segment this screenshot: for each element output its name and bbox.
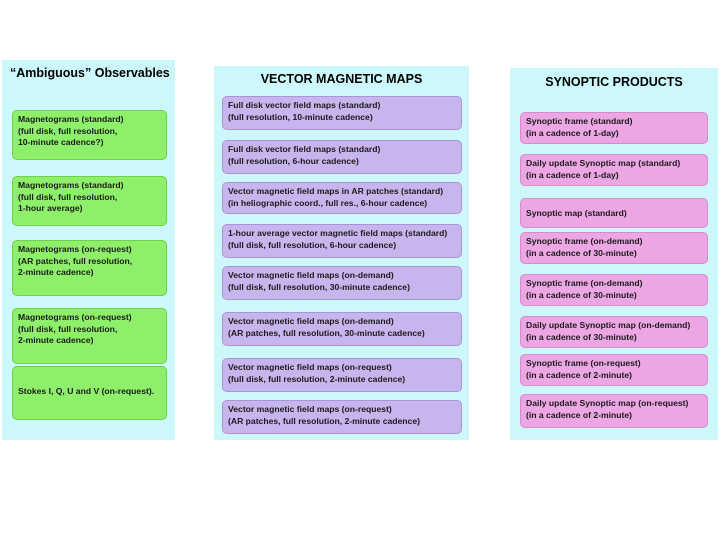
vector-box-1: Full disk vector field maps (standard) (full resolution, 10-minute cadence) [222,96,462,130]
synoptic-box-1: Synoptic frame (standard) (in a cadence of 1-day) [520,112,708,144]
observable-box-4: Magnetograms (on-request) (full disk, full resolution, 2-minute cadence) [12,308,167,364]
vector-box-3: Vector magnetic field maps in AR patches (standard) (in heliographic coord., full res., 6-hour cadence) [222,182,462,214]
vector-maps-column [214,66,469,440]
vector-maps-title: VECTOR MAGNETIC MAPS [260,72,423,86]
synoptic-box-3: Synoptic map (standard) [520,198,708,228]
observable-box-3: Magnetograms (on-request) (AR patches, full resolution, 2-minute cadence) [12,240,167,296]
observables-column [2,60,175,440]
synoptic-box-4: Synoptic frame (on-demand) (in a cadence of 30-minute) [520,232,708,264]
synoptic-box-8: Daily update Synoptic map (on-request) (in a cadence of 2-minute) [520,394,708,428]
observables-title: “Ambiguous” Observables [10,66,170,80]
vector-box-6: Vector magnetic field maps (on-demand) (AR patches, full resolution, 30-minute cadence) [222,312,462,346]
synoptic-box-6: Daily update Synoptic map (on-demand) (in a cadence of 30-minute) [520,316,708,348]
observable-box-1: Magnetograms (standard) (full disk, full resolution, 10-minute cadence?) [12,110,167,160]
synoptic-box-5: Synoptic frame (on-demand) (in a cadence of 30-minute) [520,274,708,306]
vector-box-5: Vector magnetic field maps (on-demand) (full disk, full resolution, 30-minute cadence) [222,266,462,300]
vector-box-2: Full disk vector field maps (standard) (full resolution, 6-hour cadence) [222,140,462,174]
observable-box-5: Stokes I, Q, U and V (on-request). [12,366,167,420]
synoptic-column [510,68,718,440]
synoptic-title: SYNOPTIC PRODUCTS [545,75,683,89]
vector-box-8: Vector magnetic field maps (on-request) (AR patches, full resolution, 2-minute cadence) [222,400,462,434]
synoptic-box-7: Synoptic frame (on-request) (in a cadence of 2-minute) [520,354,708,386]
synoptic-box-2: Daily update Synoptic map (standard) (in a cadence of 1-day) [520,154,708,186]
vector-box-4: 1-hour average vector magnetic field maps (standard) (full disk, full resolution, 6-hour cadence) [222,224,462,258]
vector-box-7: Vector magnetic field maps (on-request) (full disk, full resolution, 2-minute cadence) [222,358,462,392]
observable-box-2: Magnetograms (standard) (full disk, full resolution, 1-hour average) [12,176,167,226]
